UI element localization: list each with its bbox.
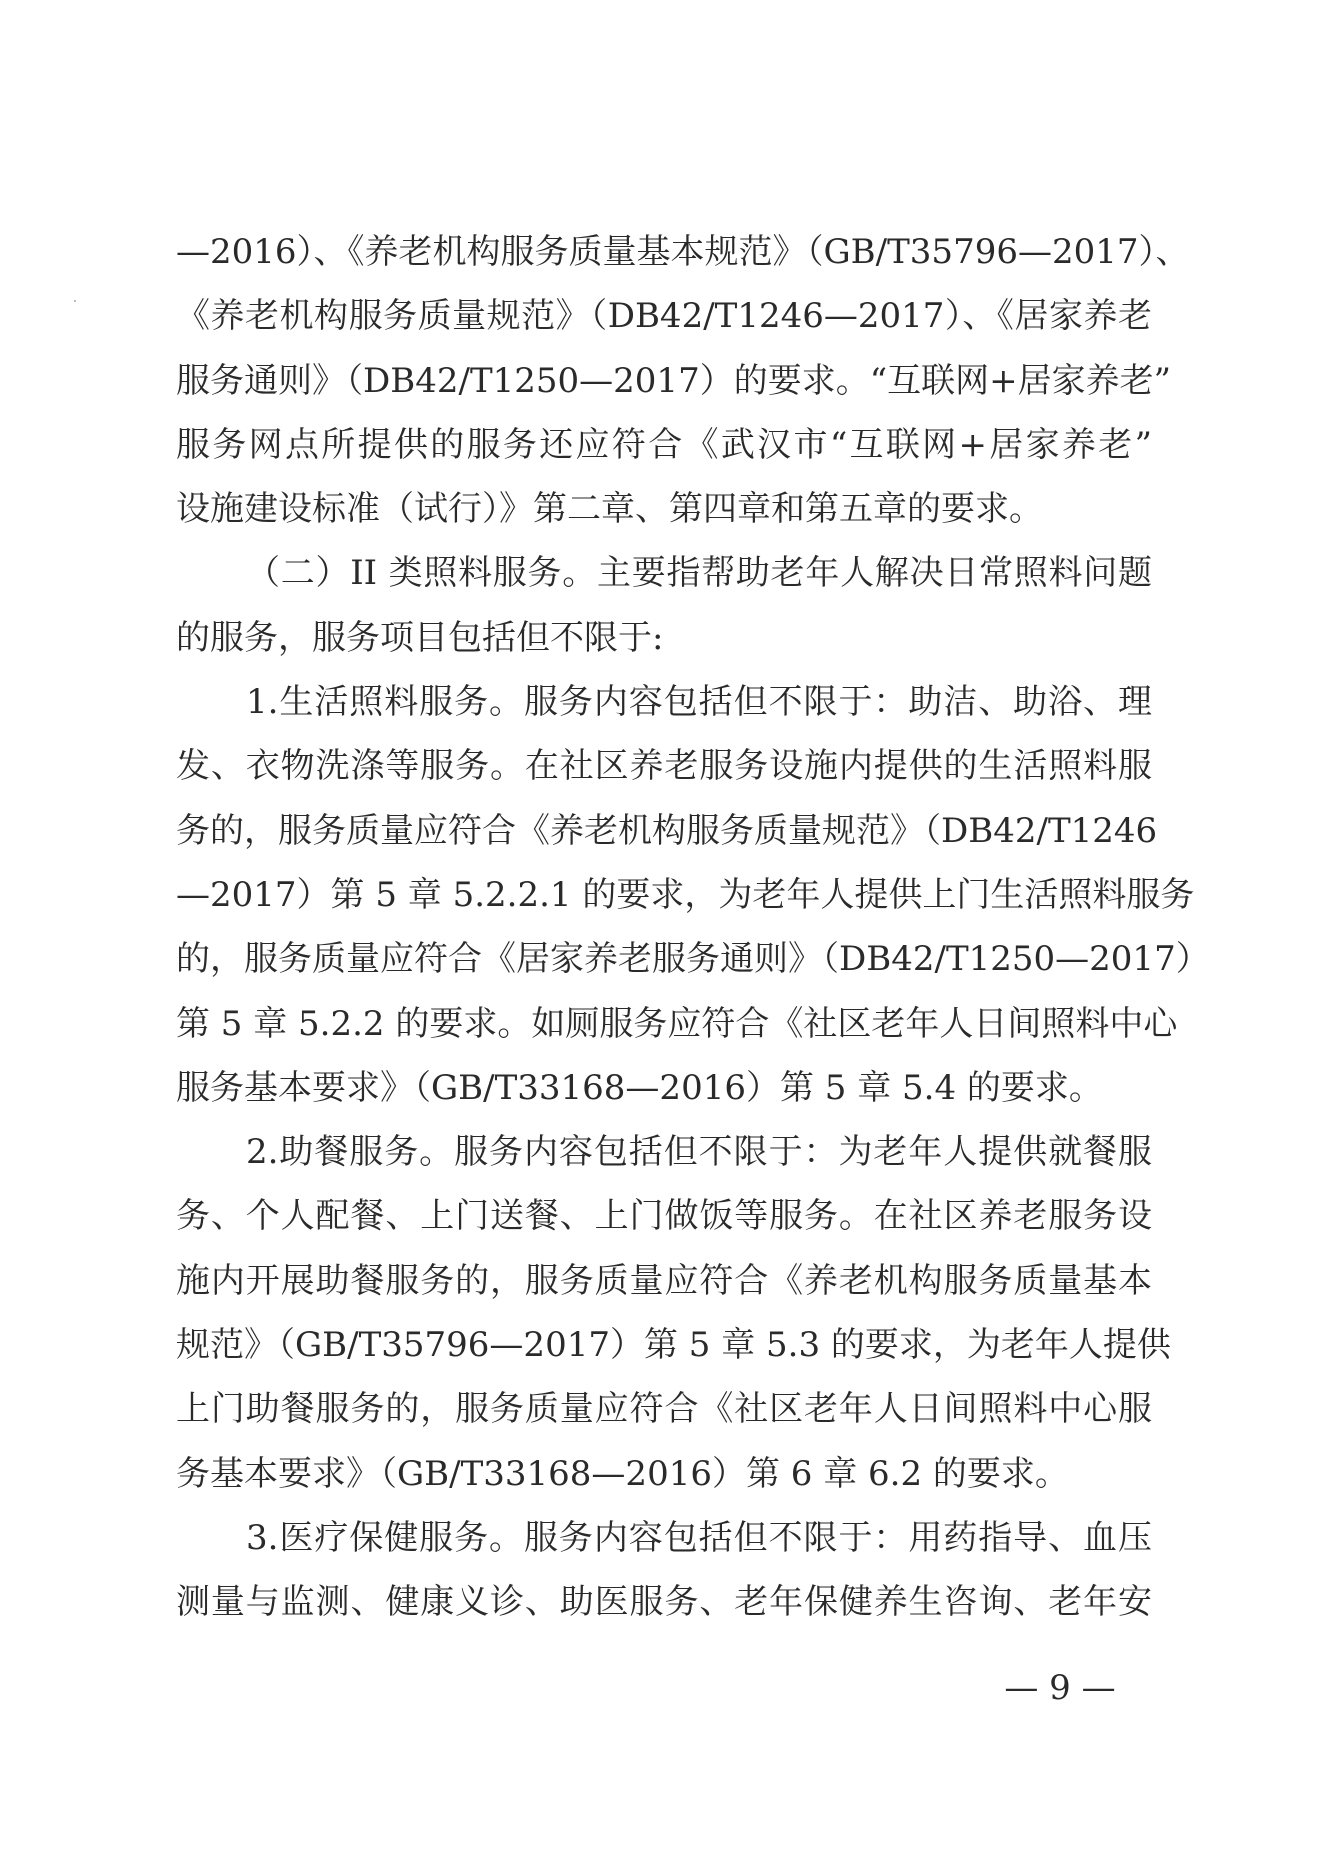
text-line: （二）II 类照料服务。主要指帮助老年人解决日常照料问题 [246, 553, 1152, 594]
text-line: 3.医疗保健服务。服务内容包括但不限于：用药指导、血压 [246, 1517, 1152, 1558]
text-line: 《养老机构服务质量规范》（DB42/T1246—2017）、《居家养老 [176, 296, 1152, 337]
text-line: 规范》（GB/T35796—2017）第 5 章 5.3 的要求，为老年人提供 [176, 1325, 1171, 1366]
paragraph [176, 1120, 1171, 1506]
page-number: — 9 — [1004, 1668, 1116, 1708]
text-line: 服务通则》（DB42/T1250—2017）的要求。“互联网+居家养老” [176, 360, 1171, 401]
text-line: 上门助餐服务的，服务质量应符合《社区老年人日间照料中心服 [176, 1389, 1152, 1430]
text-line: 1.生活照料服务。服务内容包括但不限于：助洁、助浴、理 [246, 682, 1152, 723]
text-line: 设施建设标准（试行）》第二章、第四章和第五章的要求。 [176, 489, 1043, 530]
text-line: 务基本要求》（GB/T33168—2016）第 6 章 6.2 的要求。 [176, 1453, 1069, 1494]
text-line: 发、衣物洗涤等服务。在社区养老服务设施内提供的生活照料服 [176, 746, 1152, 787]
text-line: —2017）第 5 章 5.2.2.1 的要求，为老年人提供上门生活照料服务 [176, 874, 1195, 915]
scan-speck [74, 300, 76, 302]
text-line: 的，服务质量应符合《居家养老服务通则》（DB42/T1250—2017） [176, 939, 1210, 980]
text-line: 的服务，服务项目包括但不限于: [176, 617, 664, 658]
paragraph [176, 1506, 1152, 1635]
paragraph [176, 670, 1210, 1120]
text-line: —2016）、《养老机构服务质量基本规范》（GB/T35796—2017）、 [176, 232, 1190, 272]
text-line: 服务网点所提供的服务还应符合《武汉市“互联网+居家养老” [176, 424, 1152, 465]
text-line: 第 5 章 5.2.2 的要求。如厕服务应符合《社区老年人日间照料中心 [176, 1003, 1178, 1044]
text-line: 2.助餐服务。服务内容包括但不限于：为老年人提供就餐服 [246, 1132, 1152, 1173]
document-body [176, 220, 1210, 1635]
text-line: 施内开展助餐服务的，服务质量应符合《养老机构服务质量基本 [176, 1260, 1152, 1301]
text-line: 务、个人配餐、上门送餐、上门做饭等服务。在社区养老服务设 [176, 1196, 1152, 1237]
paragraph [176, 541, 1152, 670]
text-line: 服务基本要求》（GB/T33168—2016）第 5 章 5.4 的要求。 [176, 1067, 1103, 1108]
text-line: 务的，服务质量应符合《养老机构服务质量规范》（DB42/T1246 [176, 810, 1158, 851]
paragraph [176, 220, 1190, 541]
text-line: 测量与监测、健康义诊、助医服务、老年保健养生咨询、老年安 [176, 1582, 1152, 1623]
